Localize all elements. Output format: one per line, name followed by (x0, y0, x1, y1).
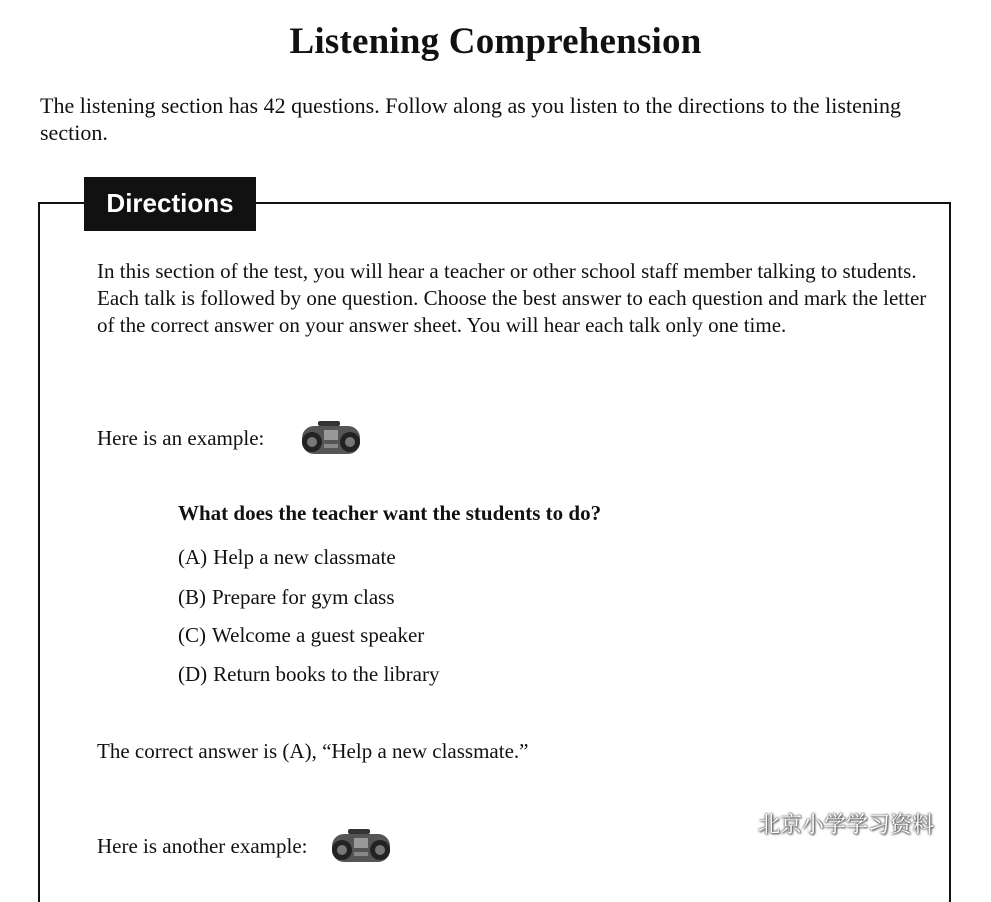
example-line (97, 418, 366, 458)
directions-text: In this section of the test, you will hear a teacher or other school staff member talking to students. Each talk is followed by one question. Choose the best answer to each question and mark the letter of the correct answer on your answer sheet. You will hear each talk only one time. (97, 259, 927, 337)
directions-heading: Directions (84, 177, 256, 231)
option-text: Welcome a guest speaker (212, 623, 425, 647)
intro-text: The listening section has 42 questions. Follow along as you listen to the directions to the listening section. (40, 93, 901, 145)
example-question: What does the teacher want the students to do? (178, 501, 602, 525)
wechat-icon (718, 810, 752, 838)
radio-cassette-icon[interactable] (296, 418, 366, 458)
option-text: Return books to the library (213, 662, 440, 686)
another-example-label: Here is another example: (97, 833, 308, 858)
option-text: Help a new classmate (213, 545, 396, 569)
option-c (178, 622, 424, 649)
option-a (178, 544, 396, 571)
watermark (718, 808, 934, 839)
option-b (178, 584, 395, 611)
option-letter: (B) (178, 585, 206, 609)
option-d (178, 661, 439, 688)
option-letter: (D) (178, 662, 208, 686)
another-example-line (97, 826, 396, 866)
page-title: Listening Comprehension (289, 21, 702, 62)
option-letter: (C) (178, 623, 206, 647)
option-letter: (A) (178, 545, 208, 569)
correct-answer-text: The correct answer is (A), “Help a new classmate.” (97, 739, 529, 763)
radio-cassette-icon[interactable] (326, 826, 396, 866)
option-text: Prepare for gym class (212, 585, 395, 609)
example-label: Here is an example: (97, 425, 265, 450)
watermark-text: 北京小学学习资料 (758, 813, 935, 838)
